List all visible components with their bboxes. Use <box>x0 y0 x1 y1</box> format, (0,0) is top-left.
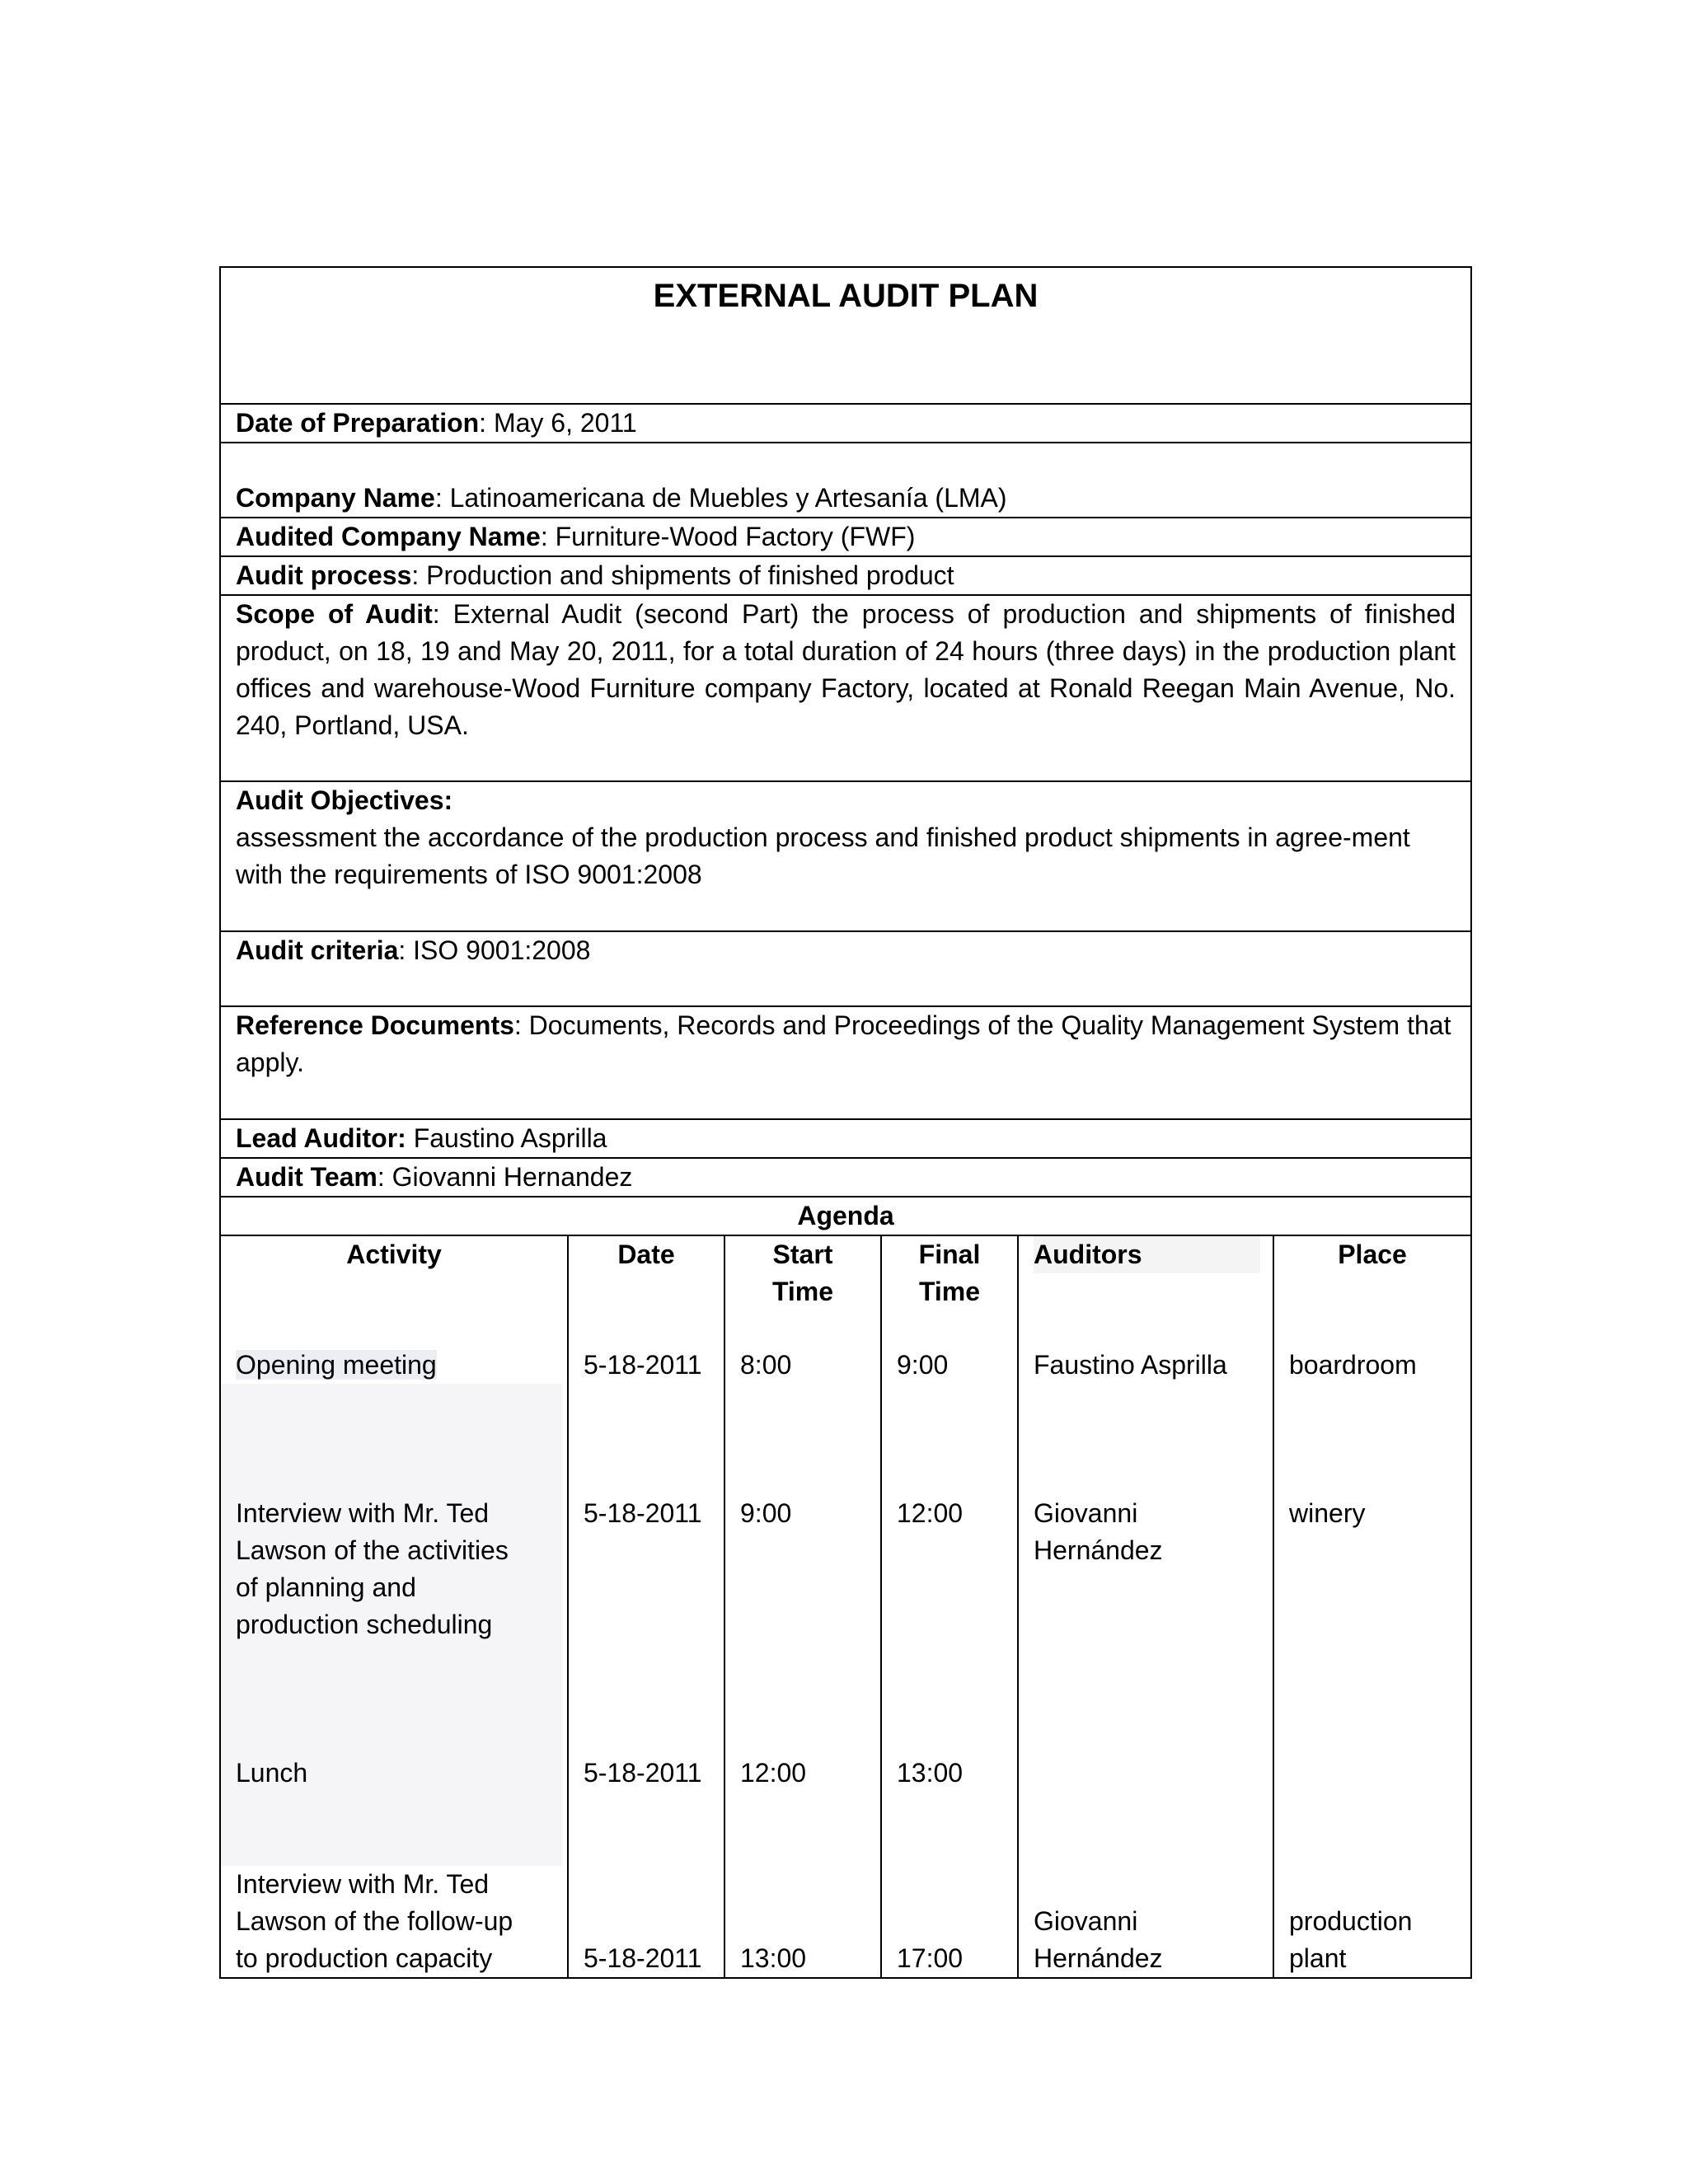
reference-label: Reference Documents <box>236 1010 514 1040</box>
start-time-header: Start Time <box>771 1240 834 1306</box>
date-cell: 5-18-2011 <box>584 1943 702 1973</box>
activity-lunch: Lunch <box>236 1758 308 1788</box>
audited-company-row <box>220 518 1471 556</box>
lead-auditor-label: Lead Auditor: <box>236 1123 406 1153</box>
audited-company-value: : Furniture-Wood Factory (FWF) <box>540 522 916 551</box>
date-row <box>220 404 1471 443</box>
agenda-title-row <box>220 1197 1471 1235</box>
page-title: EXTERNAL AUDIT PLAN <box>220 267 1471 404</box>
activity-column <box>220 1235 568 1978</box>
activity-opening-meeting: Opening meeting <box>236 1350 437 1380</box>
lead-auditor-value: Faustino Asprilla <box>406 1123 607 1153</box>
company-row <box>220 443 1471 518</box>
start-time-cell: 9:00 <box>740 1498 792 1528</box>
place-column <box>1273 1235 1471 1978</box>
audit-plan-document <box>219 266 1470 1979</box>
audit-team-label: Audit Team <box>236 1162 377 1192</box>
auditors-header: Auditors <box>1034 1236 1260 1273</box>
auditor-cell: Faustino Asprilla <box>1034 1350 1227 1380</box>
activity-header: Activity <box>346 1240 442 1269</box>
agenda-body <box>220 1235 1471 1978</box>
audit-team-value: : Giovanni Hernandez <box>377 1162 633 1192</box>
final-time-cell: 12:00 <box>897 1498 964 1528</box>
lead-auditor-row <box>220 1119 1471 1158</box>
place-cell: boardroom <box>1289 1350 1417 1380</box>
place-header: Place <box>1338 1240 1407 1269</box>
date-cell: 5-18-2011 <box>584 1758 702 1788</box>
activity-interview-capacity: Interview with Mr. Ted Lawson of the follow-up to production capacity <box>236 1869 513 1973</box>
auditors-column <box>1018 1235 1273 1978</box>
objectives-value: assessment the accordance of the production process and finished product shipments in agree-ment with the requirements of ISO 9001:2008 <box>236 823 1410 889</box>
start-time-cell: 13:00 <box>740 1943 807 1973</box>
audited-company-label: Audited Company Name <box>236 522 541 551</box>
audit-process-label: Audit process <box>236 560 412 590</box>
title-row <box>220 267 1471 404</box>
objectives-label: Audit Objectives: <box>236 785 453 815</box>
auditor-cell: Giovanni Hernández <box>1034 1498 1163 1565</box>
date-label: Date of Preparation <box>236 408 480 438</box>
criteria-label: Audit criteria <box>236 935 399 965</box>
date-cell: 5-18-2011 <box>584 1350 702 1380</box>
scope-row <box>220 595 1471 781</box>
company-value: : Latinoamericana de Muebles y Artesanía (LMA) <box>434 483 1007 513</box>
auditor-cell: Giovanni Hernández <box>1034 1906 1163 1973</box>
date-header: Date <box>617 1240 675 1269</box>
date-value: : May 6, 2011 <box>479 408 637 438</box>
audit-plan-table <box>219 266 1472 1979</box>
activity-interview-planning: Interview with Mr. Ted Lawson of the activities of planning and production scheduling <box>236 1498 509 1639</box>
criteria-row <box>220 931 1471 1006</box>
final-time-cell: 9:00 <box>897 1350 949 1380</box>
objectives-row <box>220 781 1471 931</box>
place-cell: winery <box>1289 1498 1366 1528</box>
final-time-cell: 17:00 <box>897 1943 964 1973</box>
criteria-value: : ISO 9001:2008 <box>398 935 591 965</box>
final-time-cell: 13:00 <box>897 1758 964 1788</box>
reference-row <box>220 1006 1471 1119</box>
date-column <box>568 1235 724 1978</box>
scope-value: : External Audit (second Part) the process of production and shipments of finished product, on 18, 19 and May 20, 2011, for a total duration of 24 hours (three days) in the production plant offices and warehouse-Wood Furniture company Factory, located at Ronald Reegan Main Avenue, No. 240, Portland, USA. <box>236 599 1456 740</box>
place-cell: production plant <box>1289 1906 1413 1973</box>
start-time-cell: 8:00 <box>740 1350 792 1380</box>
start-time-cell: 12:00 <box>740 1758 807 1788</box>
agenda-title: Agenda <box>220 1197 1471 1235</box>
final-time-column <box>881 1235 1018 1978</box>
reference-value: : Documents, Records and Proceedings of the Quality Management System that apply. <box>236 1010 1451 1077</box>
audit-process-row <box>220 556 1471 595</box>
start-time-column <box>724 1235 881 1978</box>
audit-team-row <box>220 1158 1471 1197</box>
scope-label: Scope of Audit <box>236 599 433 629</box>
date-cell: 5-18-2011 <box>584 1498 702 1528</box>
final-time-header: Final Time <box>918 1240 981 1306</box>
audit-process-value: : Production and shipments of finished product <box>411 560 954 590</box>
company-label: Company Name <box>236 483 435 513</box>
